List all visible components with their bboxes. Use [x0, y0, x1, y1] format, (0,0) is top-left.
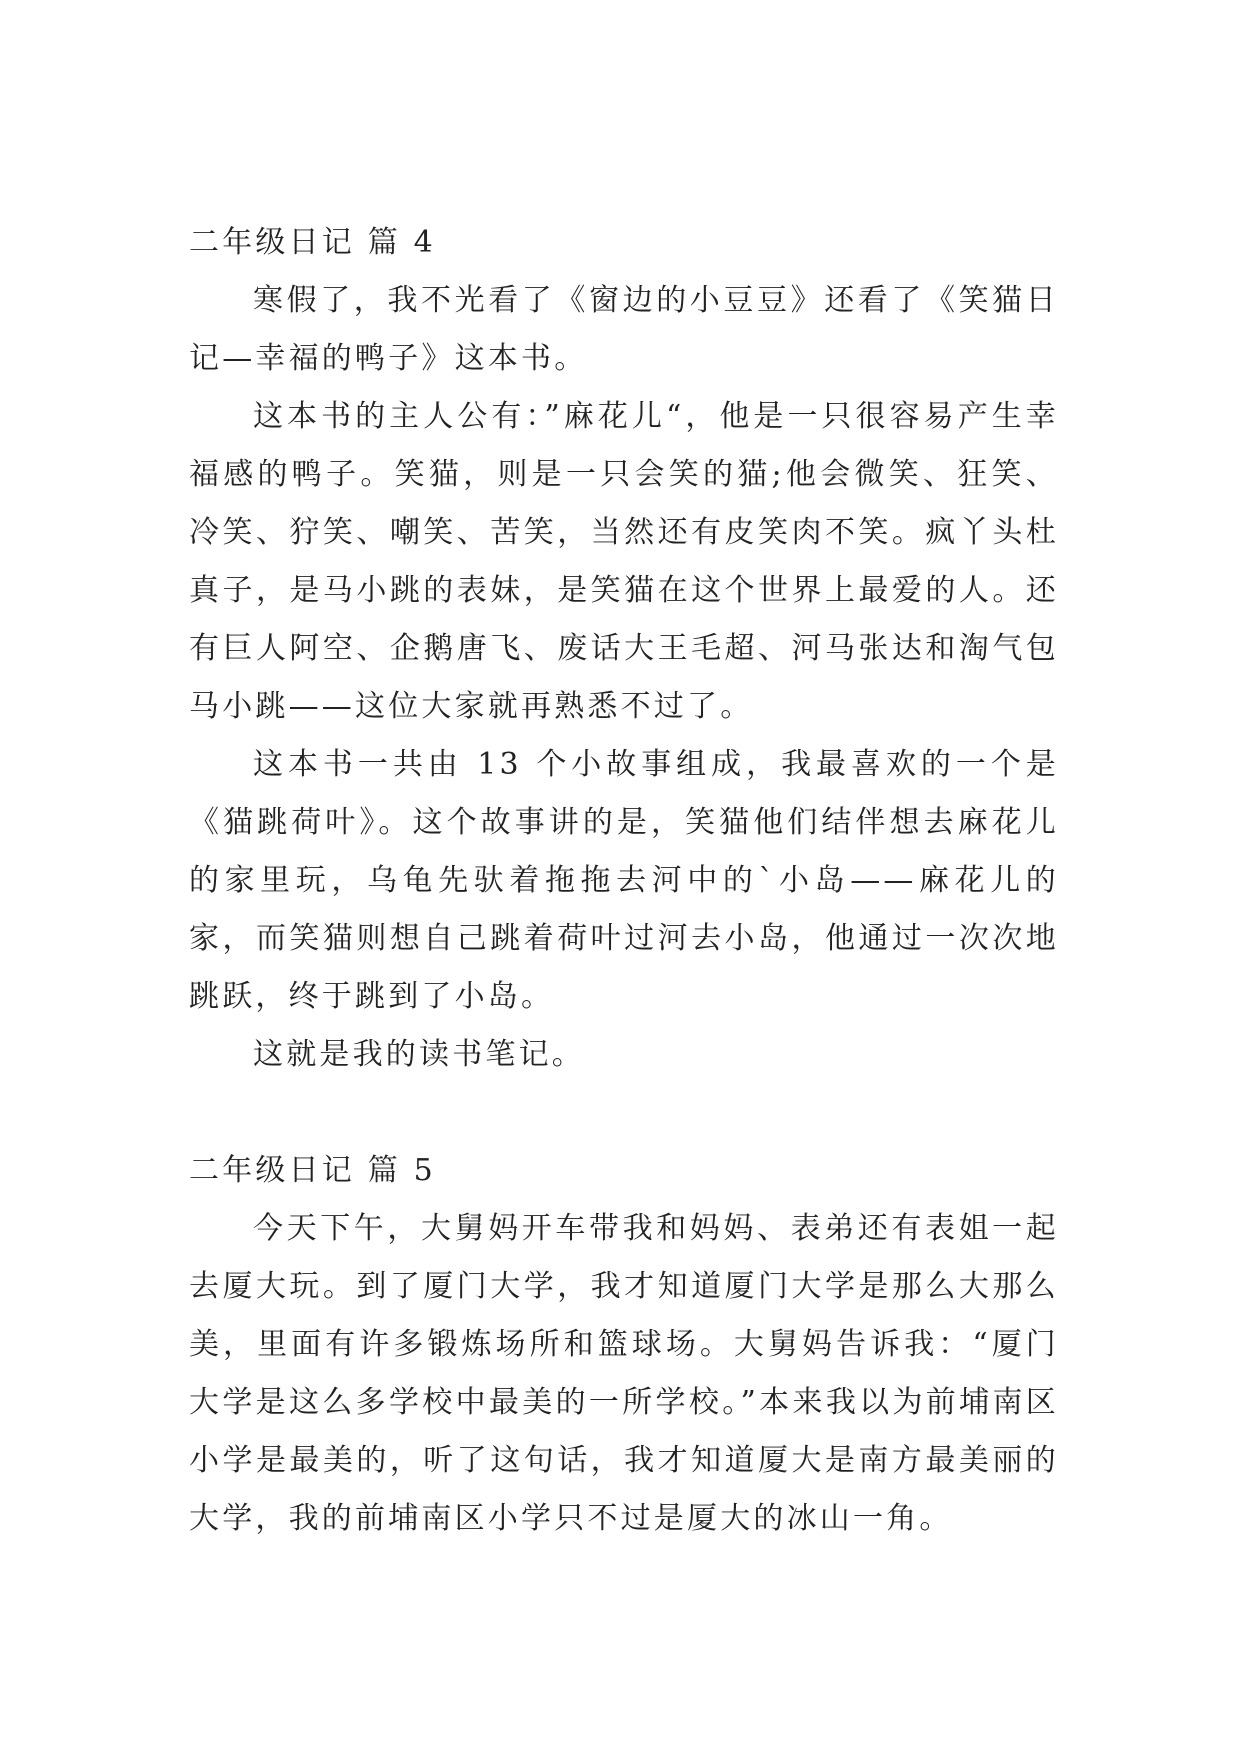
- paragraph: 这本书一共由 13 个小故事组成，我最喜欢的一个是《猫跳荷叶》。这个故事讲的是，笑猫他们结伴想去麻花儿的家里玩，乌龟先驮着拖拖去河中的`小岛——麻花儿的家，而笑猫则想自己跳着荷叶过河去小岛，他通过一次次地跳跃，终于跳到了小岛。: [189, 747, 1059, 1014]
- entry-title: 二年级日记 篇 4: [189, 225, 436, 260]
- paragraph: 这本书的主人公有：”麻花儿“，他是一只很容易产生幸福感的鸭子。笑猫，则是一只会笑的猫;他会微笑、狂笑、冷笑、狞笑、嘲笑、苦笑，当然还有皮笑肉不笑。疯丫头杜真子，是马小跳的表妹，是笑猫在这个世界上最爱的人。还有巨人阿空、企鹅唐飞、废话大王毛超、河马张达和淘气包马小跳——这位大家就再熟悉不过了。: [189, 399, 1059, 724]
- paragraph: 今天下午，大舅妈开车带我和妈妈、表弟还有表姐一起去厦大玩。到了厦门大学，我才知道厦门大学是那么大那么美，里面有许多锻炼场所和篮球场。大舅妈告诉我：“厦门大学是这么多学校中最美的一所学校。”本来我以为前埔南区小学是最美的，听了这句话，我才知道厦大是南方最美丽的大学，我的前埔南区小学只不过是厦大的冰山一角。: [189, 1211, 1059, 1536]
- entry-title: 二年级日记 篇 5: [189, 1153, 436, 1188]
- paragraph: 寒假了，我不光看了《窗边的小豆豆》还看了《笑猫日记—幸福的鸭子》这本书。: [189, 283, 1059, 376]
- paragraph: 这就是我的读书笔记。: [253, 1037, 585, 1072]
- diary-entry-5: [189, 1142, 1059, 1548]
- diary-entry-4: [189, 214, 1059, 1084]
- document-body: [189, 214, 1059, 1548]
